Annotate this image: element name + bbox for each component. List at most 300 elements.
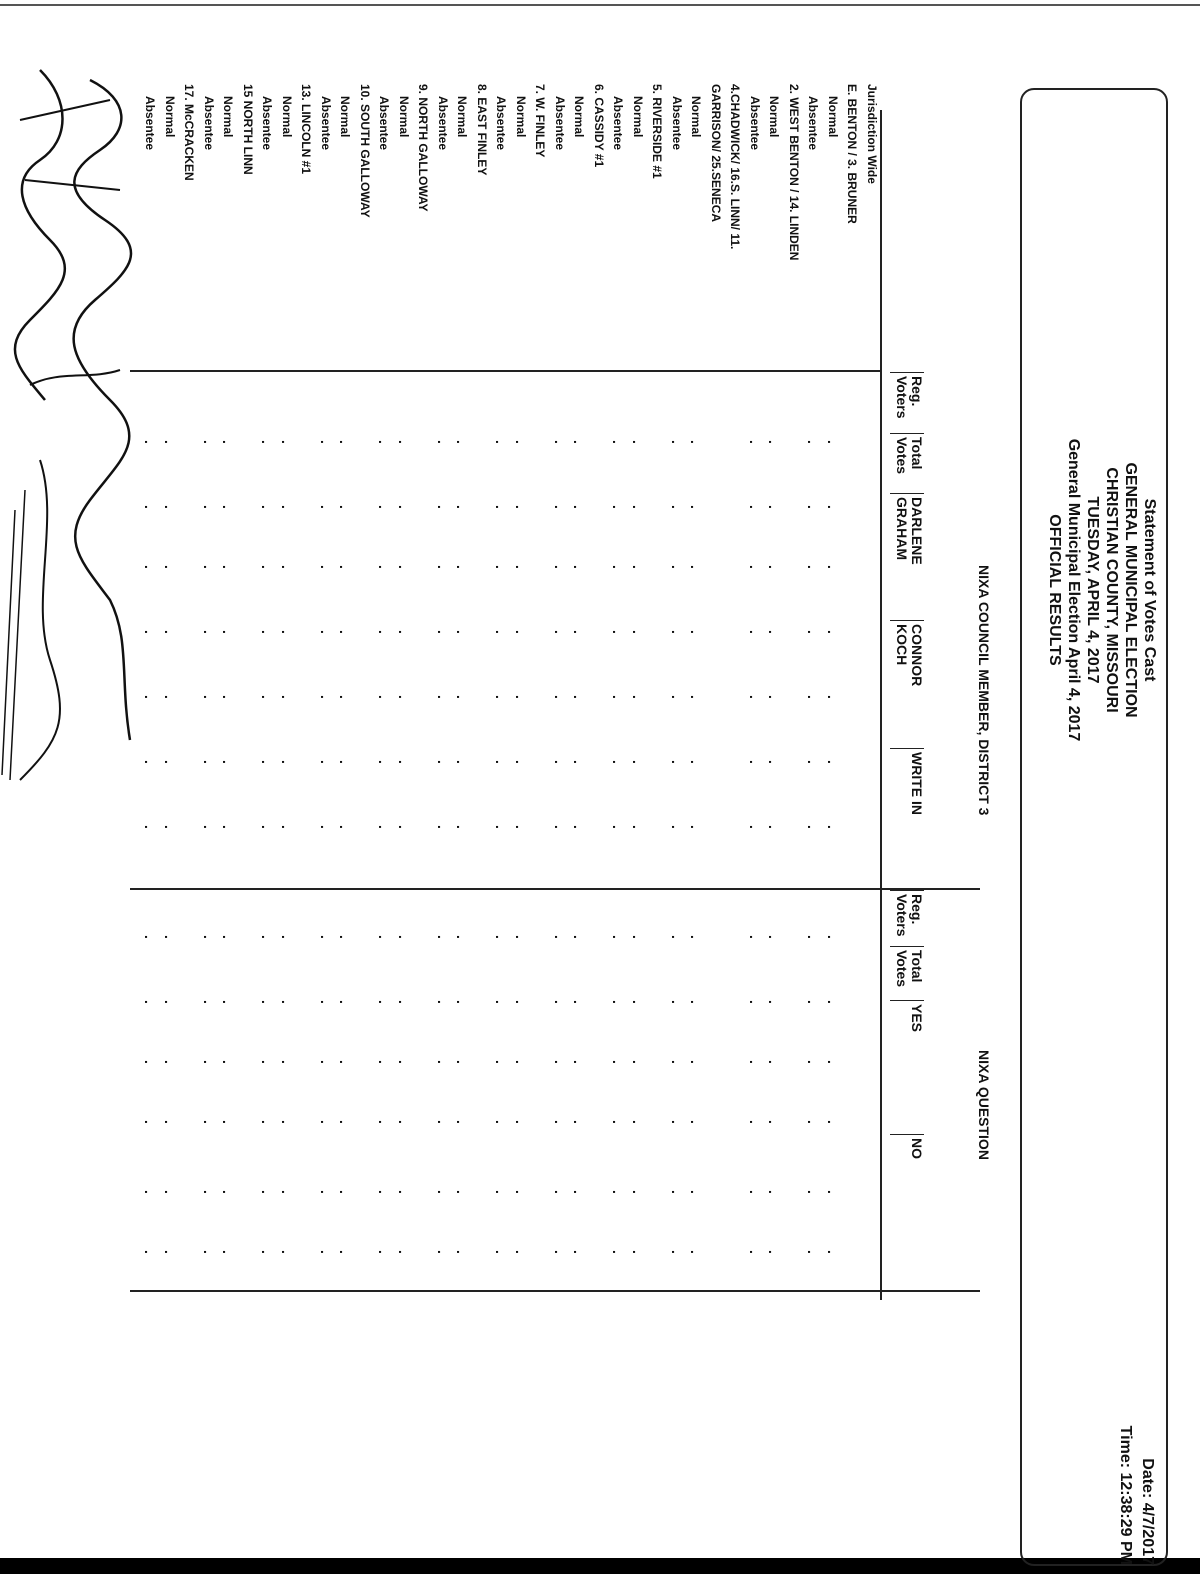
vote-count-cell: . bbox=[279, 1250, 295, 1254]
vote-count-cell: . bbox=[259, 1190, 276, 1194]
vote-count-cell: . bbox=[142, 630, 159, 634]
election-officials-signature-icon bbox=[0, 40, 150, 800]
vote-count-cell: . bbox=[435, 505, 451, 509]
vote-count-cell: . bbox=[747, 695, 763, 699]
vote-count-cell: . bbox=[766, 630, 783, 634]
county-name: CHRISTIAN COUNTY, MISSOURI bbox=[1103, 467, 1120, 713]
vote-count-cell: . bbox=[669, 440, 685, 444]
vote-count-cell: . bbox=[396, 1000, 412, 1004]
vote-count-cell: . bbox=[571, 1120, 588, 1124]
vote-count-cell: . bbox=[513, 440, 529, 444]
vote-count-cell: . bbox=[201, 630, 217, 634]
jurisdiction-row: Normal bbox=[631, 96, 645, 138]
vote-count-cell: . bbox=[435, 1000, 451, 1004]
vote-count-cell: . bbox=[259, 825, 276, 829]
vote-count-cell: . bbox=[337, 1120, 354, 1124]
vote-count-cell: . bbox=[747, 935, 763, 939]
vote-count-cell: . bbox=[766, 760, 783, 764]
vote-count-cell: . bbox=[201, 1250, 217, 1254]
vote-count-cell: . bbox=[337, 505, 354, 509]
vote-count-cell: . bbox=[552, 825, 568, 829]
vote-count-cell: . bbox=[825, 440, 841, 444]
vote-count-cell: . bbox=[669, 1060, 685, 1064]
vote-count-cell: . bbox=[337, 440, 354, 444]
report-time: Time: 12:38:29 PM bbox=[1117, 1425, 1134, 1565]
jurisdiction-row: Normal bbox=[221, 96, 236, 138]
vote-count-cell: . bbox=[454, 1000, 471, 1004]
jurisdiction-row: Absentee bbox=[806, 96, 821, 151]
jurisdiction-row: 9. NORTH GALLOWAY bbox=[416, 84, 431, 212]
jurisdiction-row: Absentee bbox=[143, 96, 158, 151]
vote-count-cell: . bbox=[337, 565, 354, 569]
vote-count-cell: . bbox=[610, 825, 627, 829]
vote-count-cell: . bbox=[435, 440, 451, 444]
vote-count-cell: . bbox=[318, 935, 334, 939]
vote-count-cell: . bbox=[688, 1060, 705, 1064]
vote-count-cell: . bbox=[493, 1120, 510, 1124]
vote-count-cell: . bbox=[766, 440, 783, 444]
vote-count-cell: . bbox=[454, 440, 471, 444]
vote-count-cell: . bbox=[493, 1060, 510, 1064]
vote-count-cell: . bbox=[162, 935, 178, 939]
vote-count-cell: . bbox=[220, 825, 237, 829]
jurisdiction-row: Normal bbox=[767, 96, 782, 138]
vote-count-cell: . bbox=[376, 760, 393, 764]
vote-count-cell: . bbox=[259, 1000, 276, 1004]
vote-count-cell: . bbox=[747, 760, 763, 764]
vote-count-cell: . bbox=[513, 1250, 529, 1254]
vote-count-cell: . bbox=[513, 1000, 529, 1004]
vote-count-cell: . bbox=[766, 935, 783, 939]
vote-count-cell: . bbox=[396, 630, 412, 634]
vote-count-cell: . bbox=[435, 1120, 451, 1124]
vote-count-cell: . bbox=[337, 630, 354, 634]
vote-count-cell: . bbox=[552, 505, 568, 509]
vote-count-cell: . bbox=[630, 1060, 646, 1064]
vote-count-cell: . bbox=[162, 695, 178, 699]
vote-count-cell: . bbox=[571, 1060, 588, 1064]
vote-count-cell: . bbox=[318, 505, 334, 509]
vote-count-cell: . bbox=[805, 1250, 822, 1254]
vote-count-cell: . bbox=[766, 565, 783, 569]
vote-count-cell: . bbox=[610, 505, 627, 509]
vote-count-cell: . bbox=[162, 760, 178, 764]
vote-count-cell: . bbox=[493, 1250, 510, 1254]
vote-count-cell: . bbox=[142, 1250, 159, 1254]
vote-count-cell: . bbox=[259, 935, 276, 939]
vote-count-cell: . bbox=[669, 1250, 685, 1254]
vote-count-cell: . bbox=[669, 1120, 685, 1124]
vote-count-cell: . bbox=[493, 935, 510, 939]
header-rule bbox=[880, 110, 882, 1300]
vote-count-cell: . bbox=[142, 1120, 159, 1124]
vote-count-cell: . bbox=[454, 1250, 471, 1254]
vote-count-cell: . bbox=[552, 1250, 568, 1254]
vote-count-cell: . bbox=[688, 1000, 705, 1004]
vote-count-cell: . bbox=[376, 440, 393, 444]
vote-count-cell: . bbox=[610, 1000, 627, 1004]
vote-count-cell: . bbox=[571, 1250, 588, 1254]
vote-count-cell: . bbox=[513, 1060, 529, 1064]
jurisdiction-row: 17. McCRACKEN bbox=[182, 84, 197, 181]
vote-count-cell: . bbox=[571, 1000, 588, 1004]
vote-count-cell: . bbox=[318, 1120, 334, 1124]
vote-count-cell: . bbox=[513, 1120, 529, 1124]
jurisdiction-row: 13. LINCOLN #1 bbox=[299, 84, 314, 175]
jurisdiction-row: Normal bbox=[163, 96, 177, 138]
vote-count-cell: . bbox=[201, 825, 217, 829]
vote-count-cell: . bbox=[610, 440, 627, 444]
vote-count-cell: . bbox=[805, 505, 822, 509]
vote-count-cell: . bbox=[454, 1120, 471, 1124]
jurisdiction-row: GARRISON/ 25.SENECA bbox=[709, 84, 723, 223]
vote-count-cell: . bbox=[142, 1060, 159, 1064]
vote-count-cell: . bbox=[376, 505, 393, 509]
vote-count-cell: . bbox=[337, 935, 354, 939]
vote-count-cell: . bbox=[513, 1190, 529, 1194]
vote-count-cell: . bbox=[630, 1190, 646, 1194]
vote-count-cell: . bbox=[766, 505, 783, 509]
vote-count-cell: . bbox=[688, 695, 705, 699]
election-name: GENERAL MUNICIPAL ELECTION bbox=[1122, 462, 1139, 718]
vote-count-cell: . bbox=[669, 695, 685, 699]
vote-count-cell: . bbox=[766, 1060, 783, 1064]
jurisdiction-row: Absentee bbox=[319, 96, 333, 151]
vote-count-cell: . bbox=[259, 630, 276, 634]
vote-count-cell: . bbox=[142, 565, 159, 569]
vote-count-cell: . bbox=[337, 1060, 354, 1064]
race-title-question: NIXA QUESTION bbox=[976, 1050, 992, 1160]
jurisdiction-row: Absentee bbox=[553, 96, 567, 151]
jurisdiction-row: Absentee bbox=[748, 96, 762, 151]
vote-count-cell: . bbox=[571, 695, 588, 699]
report-date: Date: 4/7/2017 bbox=[1139, 1458, 1156, 1565]
vote-count-cell: . bbox=[435, 760, 451, 764]
vote-count-cell: . bbox=[688, 565, 705, 569]
vote-count-cell: . bbox=[805, 565, 822, 569]
vote-count-cell: . bbox=[396, 565, 412, 569]
vote-count-cell: . bbox=[630, 565, 646, 569]
vote-count-cell: . bbox=[259, 1060, 276, 1064]
vote-count-cell: . bbox=[435, 565, 451, 569]
vote-count-cell: . bbox=[805, 695, 822, 699]
vote-count-cell: . bbox=[396, 935, 412, 939]
vote-count-cell: . bbox=[552, 1120, 568, 1124]
vote-count-cell: . bbox=[259, 505, 276, 509]
vote-count-cell: . bbox=[201, 440, 217, 444]
vote-count-cell: . bbox=[142, 440, 159, 444]
vote-count-cell: . bbox=[493, 1190, 510, 1194]
col-q-total-votes: Total Votes bbox=[890, 946, 924, 987]
jurisdiction-row: Absentee bbox=[611, 96, 626, 151]
vote-count-cell: . bbox=[805, 825, 822, 829]
vote-count-cell: . bbox=[162, 505, 178, 509]
vote-count-cell: . bbox=[454, 505, 471, 509]
vote-count-cell: . bbox=[201, 1000, 217, 1004]
vote-count-cell: . bbox=[220, 760, 237, 764]
race-title-council: NIXA COUNCIL MEMBER, DISTRICT 3 bbox=[976, 565, 992, 816]
vote-count-cell: . bbox=[513, 565, 529, 569]
vote-count-cell: . bbox=[279, 565, 295, 569]
vote-count-cell: . bbox=[610, 1250, 627, 1254]
jurisdiction-row: Absentee bbox=[260, 96, 275, 151]
vote-count-cell: . bbox=[396, 505, 412, 509]
vote-count-cell: . bbox=[630, 1120, 646, 1124]
vote-count-cell: . bbox=[279, 825, 295, 829]
vote-count-cell: . bbox=[318, 440, 334, 444]
vote-count-cell: . bbox=[220, 1250, 237, 1254]
vote-count-cell: . bbox=[805, 440, 822, 444]
vote-count-cell: . bbox=[669, 1000, 685, 1004]
vote-count-cell: . bbox=[201, 935, 217, 939]
vote-count-cell: . bbox=[376, 1190, 393, 1194]
vote-count-cell: . bbox=[513, 630, 529, 634]
vote-count-cell: . bbox=[571, 440, 588, 444]
col-q-yes: YES bbox=[890, 1000, 924, 1032]
vote-count-cell: . bbox=[376, 1060, 393, 1064]
vote-count-cell: . bbox=[552, 440, 568, 444]
vote-count-cell: . bbox=[201, 1190, 217, 1194]
vote-count-cell: . bbox=[279, 1060, 295, 1064]
vote-count-cell: . bbox=[376, 1250, 393, 1254]
vote-count-cell: . bbox=[454, 695, 471, 699]
vote-count-cell: . bbox=[220, 565, 237, 569]
race-divider-rule bbox=[130, 888, 980, 890]
vote-count-cell: . bbox=[259, 440, 276, 444]
vote-count-cell: . bbox=[435, 1060, 451, 1064]
vote-count-cell: . bbox=[279, 1190, 295, 1194]
vote-count-cell: . bbox=[747, 565, 763, 569]
vote-count-cell: . bbox=[825, 695, 841, 699]
vote-count-cell: . bbox=[259, 760, 276, 764]
vote-count-cell: . bbox=[513, 505, 529, 509]
vote-count-cell: . bbox=[825, 1060, 841, 1064]
vote-count-cell: . bbox=[435, 935, 451, 939]
vote-count-cell: . bbox=[552, 565, 568, 569]
vote-count-cell: . bbox=[805, 935, 822, 939]
jurisdiction-row: Absentee bbox=[202, 96, 216, 151]
vote-count-cell: . bbox=[376, 935, 393, 939]
vote-count-cell: . bbox=[630, 630, 646, 634]
vote-count-cell: . bbox=[688, 630, 705, 634]
vote-count-cell: . bbox=[337, 1250, 354, 1254]
vote-count-cell: . bbox=[318, 1190, 334, 1194]
vote-count-cell: . bbox=[630, 1250, 646, 1254]
vote-count-cell: . bbox=[630, 1000, 646, 1004]
vote-count-cell: . bbox=[220, 505, 237, 509]
vote-count-cell: . bbox=[220, 935, 237, 939]
vote-count-cell: . bbox=[688, 440, 705, 444]
jurisdiction-row: Absentee bbox=[670, 96, 684, 151]
vote-count-cell: . bbox=[571, 1190, 588, 1194]
vote-count-cell: . bbox=[318, 1000, 334, 1004]
vote-count-cell: . bbox=[318, 1060, 334, 1064]
col-q-no: NO bbox=[890, 1134, 924, 1159]
vote-count-cell: . bbox=[201, 760, 217, 764]
vote-count-cell: . bbox=[396, 1250, 412, 1254]
vote-count-cell: . bbox=[318, 825, 334, 829]
vote-count-cell: . bbox=[747, 825, 763, 829]
vote-count-cell: . bbox=[454, 760, 471, 764]
vote-count-cell: . bbox=[220, 1190, 237, 1194]
vote-count-cell: . bbox=[630, 695, 646, 699]
vote-count-cell: . bbox=[610, 1060, 627, 1064]
vote-count-cell: . bbox=[825, 825, 841, 829]
vote-count-cell: . bbox=[669, 630, 685, 634]
vote-count-cell: . bbox=[552, 1060, 568, 1064]
vote-count-cell: . bbox=[688, 505, 705, 509]
vote-count-cell: . bbox=[337, 695, 354, 699]
vote-count-cell: . bbox=[435, 825, 451, 829]
jurisdiction-row: Normal bbox=[689, 96, 704, 138]
vote-count-cell: . bbox=[259, 1250, 276, 1254]
vote-count-cell: . bbox=[825, 1250, 841, 1254]
vote-count-cell: . bbox=[766, 1250, 783, 1254]
vote-count-cell: . bbox=[805, 1000, 822, 1004]
jurisdiction-row: 2. WEST BENTON / 14. LINDEN bbox=[787, 84, 801, 261]
vote-count-cell: . bbox=[493, 505, 510, 509]
vote-count-cell: . bbox=[454, 935, 471, 939]
election-date: TUESDAY, APRIL 4, 2017 bbox=[1084, 496, 1101, 684]
vote-count-cell: . bbox=[162, 1060, 178, 1064]
vote-count-cell: . bbox=[513, 760, 529, 764]
vote-count-cell: . bbox=[805, 1120, 822, 1124]
vote-count-cell: . bbox=[552, 760, 568, 764]
jurisdiction-row: 4.CHADWICK/ 16.S. LINN/ 11. bbox=[728, 84, 743, 250]
vote-count-cell: . bbox=[142, 1000, 159, 1004]
vote-count-cell: . bbox=[747, 1250, 763, 1254]
report-header-box bbox=[1020, 88, 1168, 1566]
vote-count-cell: . bbox=[454, 825, 471, 829]
vote-count-cell: . bbox=[805, 760, 822, 764]
vote-count-cell: . bbox=[766, 825, 783, 829]
vote-count-cell: . bbox=[162, 565, 178, 569]
vote-count-cell: . bbox=[376, 1120, 393, 1124]
col-reg-voters: Reg. Voters bbox=[890, 372, 924, 419]
vote-count-cell: . bbox=[747, 1000, 763, 1004]
vote-count-cell: . bbox=[669, 1190, 685, 1194]
vote-count-cell: . bbox=[142, 760, 159, 764]
jurisdiction-row: 5. RIVERSIDE #1 bbox=[650, 84, 665, 179]
table-end-rule bbox=[130, 1290, 980, 1292]
vote-count-cell: . bbox=[513, 695, 529, 699]
vote-count-cell: . bbox=[220, 695, 237, 699]
vote-count-cell: . bbox=[279, 760, 295, 764]
vote-count-cell: . bbox=[825, 760, 841, 764]
vote-count-cell: . bbox=[493, 1000, 510, 1004]
vote-count-cell: . bbox=[142, 1190, 159, 1194]
vote-count-cell: . bbox=[220, 440, 237, 444]
col-connor-koch: CONNOR KOCH bbox=[890, 620, 924, 686]
vote-count-cell: . bbox=[396, 1060, 412, 1064]
vote-count-cell: . bbox=[162, 1120, 178, 1124]
vote-count-cell: . bbox=[220, 630, 237, 634]
vote-count-cell: . bbox=[688, 1120, 705, 1124]
vote-count-cell: . bbox=[201, 1060, 217, 1064]
vote-count-cell: . bbox=[279, 935, 295, 939]
vote-count-cell: . bbox=[630, 440, 646, 444]
vote-count-cell: . bbox=[396, 1190, 412, 1194]
vote-count-cell: . bbox=[279, 1000, 295, 1004]
jurisdiction-row: Absentee bbox=[494, 96, 509, 151]
vote-count-cell: . bbox=[279, 440, 295, 444]
vote-count-cell: . bbox=[630, 825, 646, 829]
vote-count-cell: . bbox=[435, 1190, 451, 1194]
vote-count-cell: . bbox=[669, 825, 685, 829]
vote-count-cell: . bbox=[610, 760, 627, 764]
jurisdiction-row: Normal bbox=[572, 96, 587, 138]
vote-count-cell: . bbox=[201, 1120, 217, 1124]
vote-count-cell: . bbox=[747, 505, 763, 509]
vote-count-cell: . bbox=[552, 935, 568, 939]
vote-count-cell: . bbox=[162, 630, 178, 634]
vote-count-cell: . bbox=[610, 1190, 627, 1194]
vote-count-cell: . bbox=[747, 1060, 763, 1064]
vote-count-cell: . bbox=[220, 1120, 237, 1124]
vote-count-cell: . bbox=[688, 1190, 705, 1194]
jurisdiction-row: Absentee bbox=[436, 96, 450, 151]
vote-count-cell: . bbox=[493, 825, 510, 829]
vote-count-cell: . bbox=[396, 1120, 412, 1124]
vote-count-cell: . bbox=[610, 1120, 627, 1124]
vote-count-cell: . bbox=[766, 1120, 783, 1124]
vote-count-cell: . bbox=[552, 630, 568, 634]
vote-count-cell: . bbox=[669, 760, 685, 764]
vote-count-cell: . bbox=[376, 1000, 393, 1004]
col-total-votes: Total Votes bbox=[890, 433, 924, 474]
vote-count-cell: . bbox=[259, 695, 276, 699]
vote-count-cell: . bbox=[688, 825, 705, 829]
vote-count-cell: . bbox=[201, 695, 217, 699]
vote-count-cell: . bbox=[396, 440, 412, 444]
vote-count-cell: . bbox=[162, 1190, 178, 1194]
vote-count-cell: . bbox=[162, 1000, 178, 1004]
vote-count-cell: . bbox=[610, 565, 627, 569]
vote-count-cell: . bbox=[318, 565, 334, 569]
vote-count-cell: . bbox=[259, 565, 276, 569]
col-darlene-graham: DARLENE GRAHAM bbox=[890, 493, 924, 565]
vote-count-cell: . bbox=[805, 1060, 822, 1064]
vote-count-cell: . bbox=[688, 1250, 705, 1254]
vote-count-cell: . bbox=[396, 760, 412, 764]
vote-count-cell: . bbox=[279, 630, 295, 634]
vote-count-cell: . bbox=[766, 695, 783, 699]
vote-count-cell: . bbox=[610, 630, 627, 634]
vote-count-cell: . bbox=[747, 1120, 763, 1124]
vote-count-cell: . bbox=[571, 935, 588, 939]
vote-count-cell: . bbox=[552, 695, 568, 699]
vote-count-cell: . bbox=[571, 760, 588, 764]
label-column-rule bbox=[130, 370, 882, 372]
vote-count-cell: . bbox=[825, 505, 841, 509]
jurisdiction-row: Normal bbox=[514, 96, 528, 138]
vote-count-cell: . bbox=[142, 935, 159, 939]
jurisdiction-row: Normal bbox=[397, 96, 411, 138]
col-q-reg-voters: Reg. Voters bbox=[890, 890, 924, 937]
vote-count-cell: . bbox=[571, 630, 588, 634]
vote-count-cell: . bbox=[337, 1000, 354, 1004]
vote-count-cell: . bbox=[688, 935, 705, 939]
vote-count-cell: . bbox=[610, 695, 627, 699]
jurisdiction-row: 15 NORTH LINN bbox=[241, 84, 255, 175]
vote-count-cell: . bbox=[552, 1000, 568, 1004]
vote-count-cell: . bbox=[396, 825, 412, 829]
jurisdiction-row: 8. EAST FINLEY bbox=[475, 84, 489, 176]
vote-count-cell: . bbox=[337, 1190, 354, 1194]
vote-count-cell: . bbox=[571, 565, 588, 569]
vote-count-cell: . bbox=[376, 825, 393, 829]
vote-count-cell: . bbox=[747, 440, 763, 444]
